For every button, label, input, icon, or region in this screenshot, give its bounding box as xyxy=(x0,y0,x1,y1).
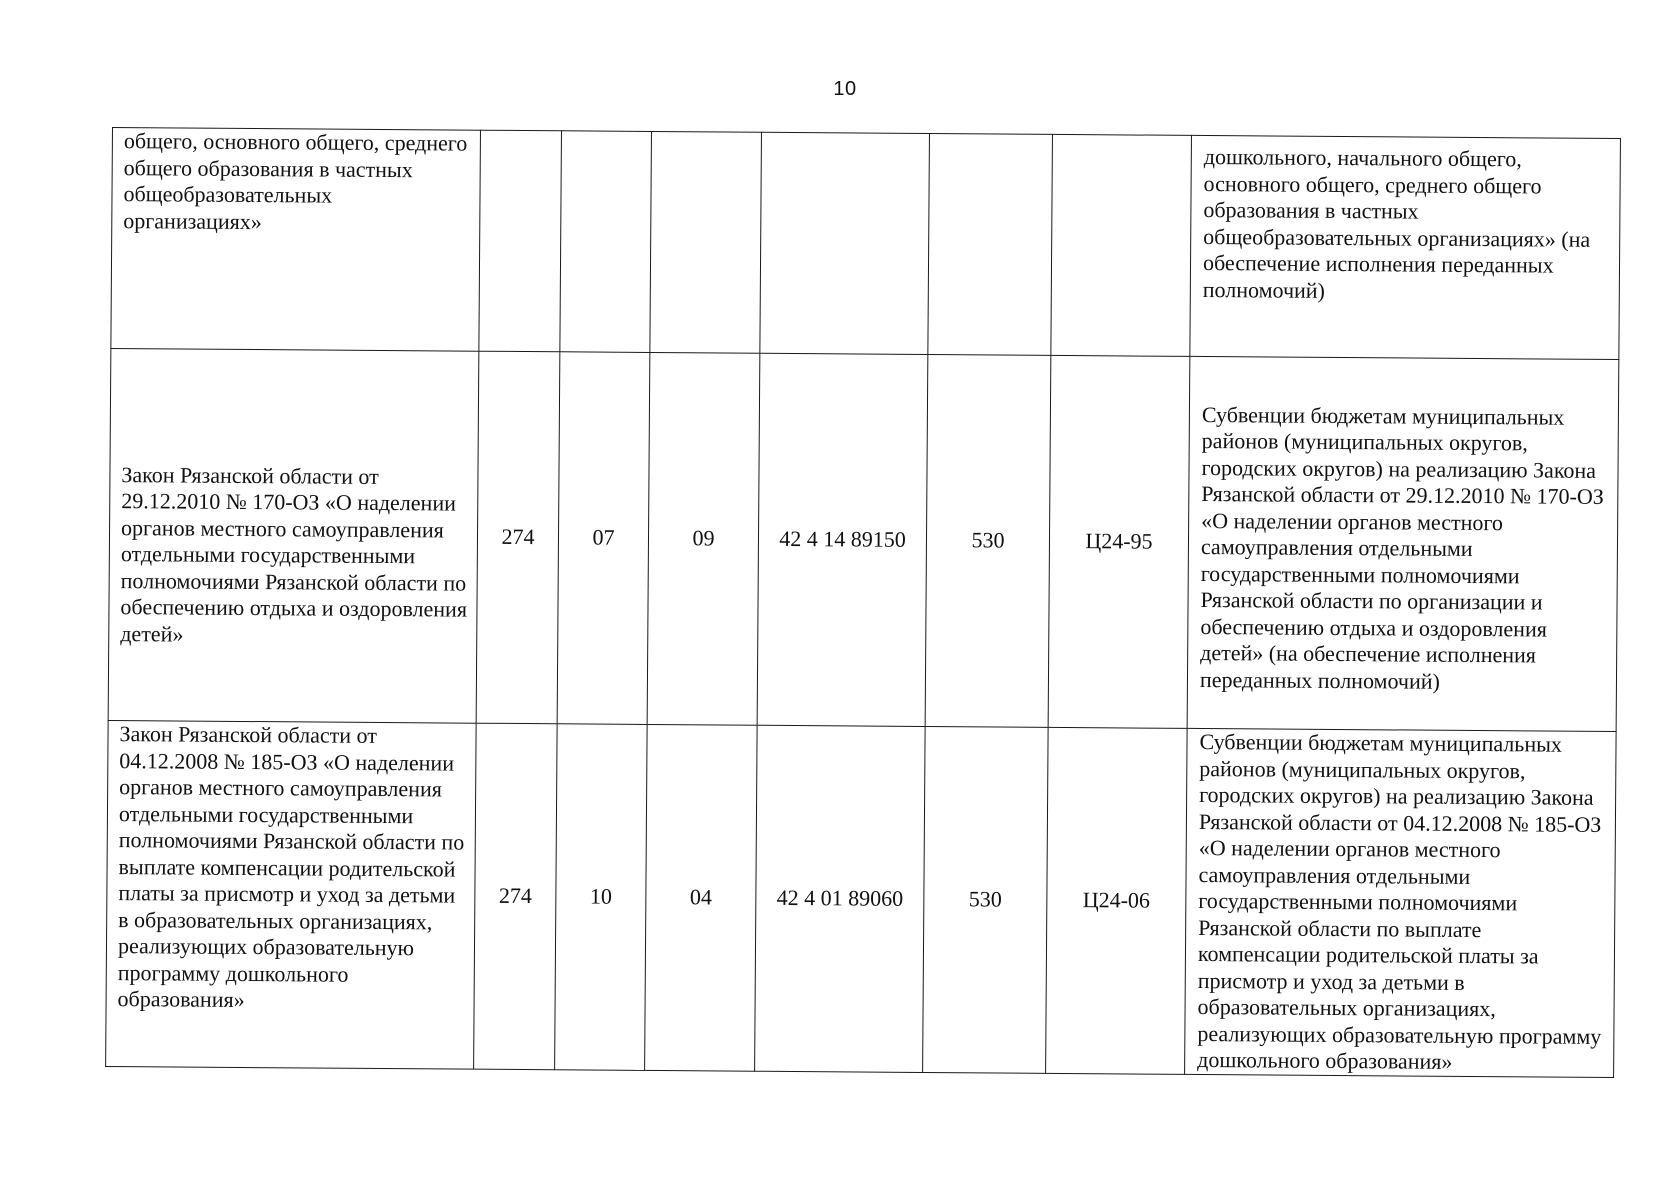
subsection-cell: 09 xyxy=(647,352,760,725)
target-article-cell: 42 4 14 89150 xyxy=(757,353,928,726)
law-cell: Закон Рязанской области от 29.12.2010 № 170-ОЗ «О наделении органов местного самоуправления отдельными государственными полномочиями Рязанской области по обеспечению отдыха и оздоровления детей» xyxy=(108,348,479,723)
purpose-code-cell xyxy=(1051,134,1192,356)
target-article-cell: 42 4 01 89060 xyxy=(755,725,926,1072)
target-article-cell xyxy=(760,132,930,354)
subsection-cell: 04 xyxy=(645,724,758,1070)
section-cell: 10 xyxy=(555,724,648,1070)
table-row xyxy=(111,128,1621,360)
section-cell: 07 xyxy=(557,352,650,725)
admin-code-cell: 274 xyxy=(474,723,558,1069)
description-cell: Субвенции бюджетам муниципальных районов (муниципальных округов, городских округов) на реализацию Закона Рязанской области от 04.12.2008 № 185-ОЗ «О наделении органов местного самоуправления отдельными государственными полномочиями Рязанской области по выплате компенсации родительской платы за присмотр и уход за детьми в образовательных организациях, реализующих образовательную программу дошкольного образования» xyxy=(1185,728,1617,1077)
expense-type-cell: 530 xyxy=(925,354,1051,727)
admin-code-cell: 274 xyxy=(476,351,560,724)
subsection-cell xyxy=(650,131,762,353)
purpose-code-cell: Ц24-95 xyxy=(1048,355,1190,728)
section-cell xyxy=(560,131,652,353)
page-number: 10 xyxy=(833,78,857,100)
budget-table xyxy=(105,127,1621,1078)
law-cell: Закон Рязанской области от 04.12.2008 № 185-ОЗ «О наделении органов местного самоуправления отдельными государственными полномочиями Рязанской области по выплате компенсации родительской платы за присмотр и уход за детьми в образовательных организациях, реализующих образовательную программу дошкольного образования» xyxy=(106,720,477,1068)
table-row xyxy=(108,348,1619,731)
expense-type-cell: 530 xyxy=(923,726,1049,1072)
description-cell: Субвенции бюджетам муниципальных районов (муниципальных округов, городских округов) на реализацию Закона Рязанской области от 29.12.2010 № 170-ОЗ «О наделении органов местного самоуправления отдельными государственными полномочиями Рязанской области по организации и обеспечению отдыха и оздоровления детей» (на обеспечение исполнения переданных полномочий) xyxy=(1187,356,1619,731)
purpose-code-cell: Ц24-06 xyxy=(1046,727,1188,1074)
table-row xyxy=(106,720,1616,1077)
description-cell: дошкольного, начального общего, основного общего, среднего общего образования в частных общеобразовательных организациях» (на обеспечение исполнения переданных полномочий) xyxy=(1190,135,1621,359)
law-cell: общего, основного общего, среднего общего образования в частных общеобразовательных организациях» xyxy=(111,128,481,352)
expense-type-cell xyxy=(928,133,1053,355)
admin-code-cell xyxy=(479,130,562,352)
